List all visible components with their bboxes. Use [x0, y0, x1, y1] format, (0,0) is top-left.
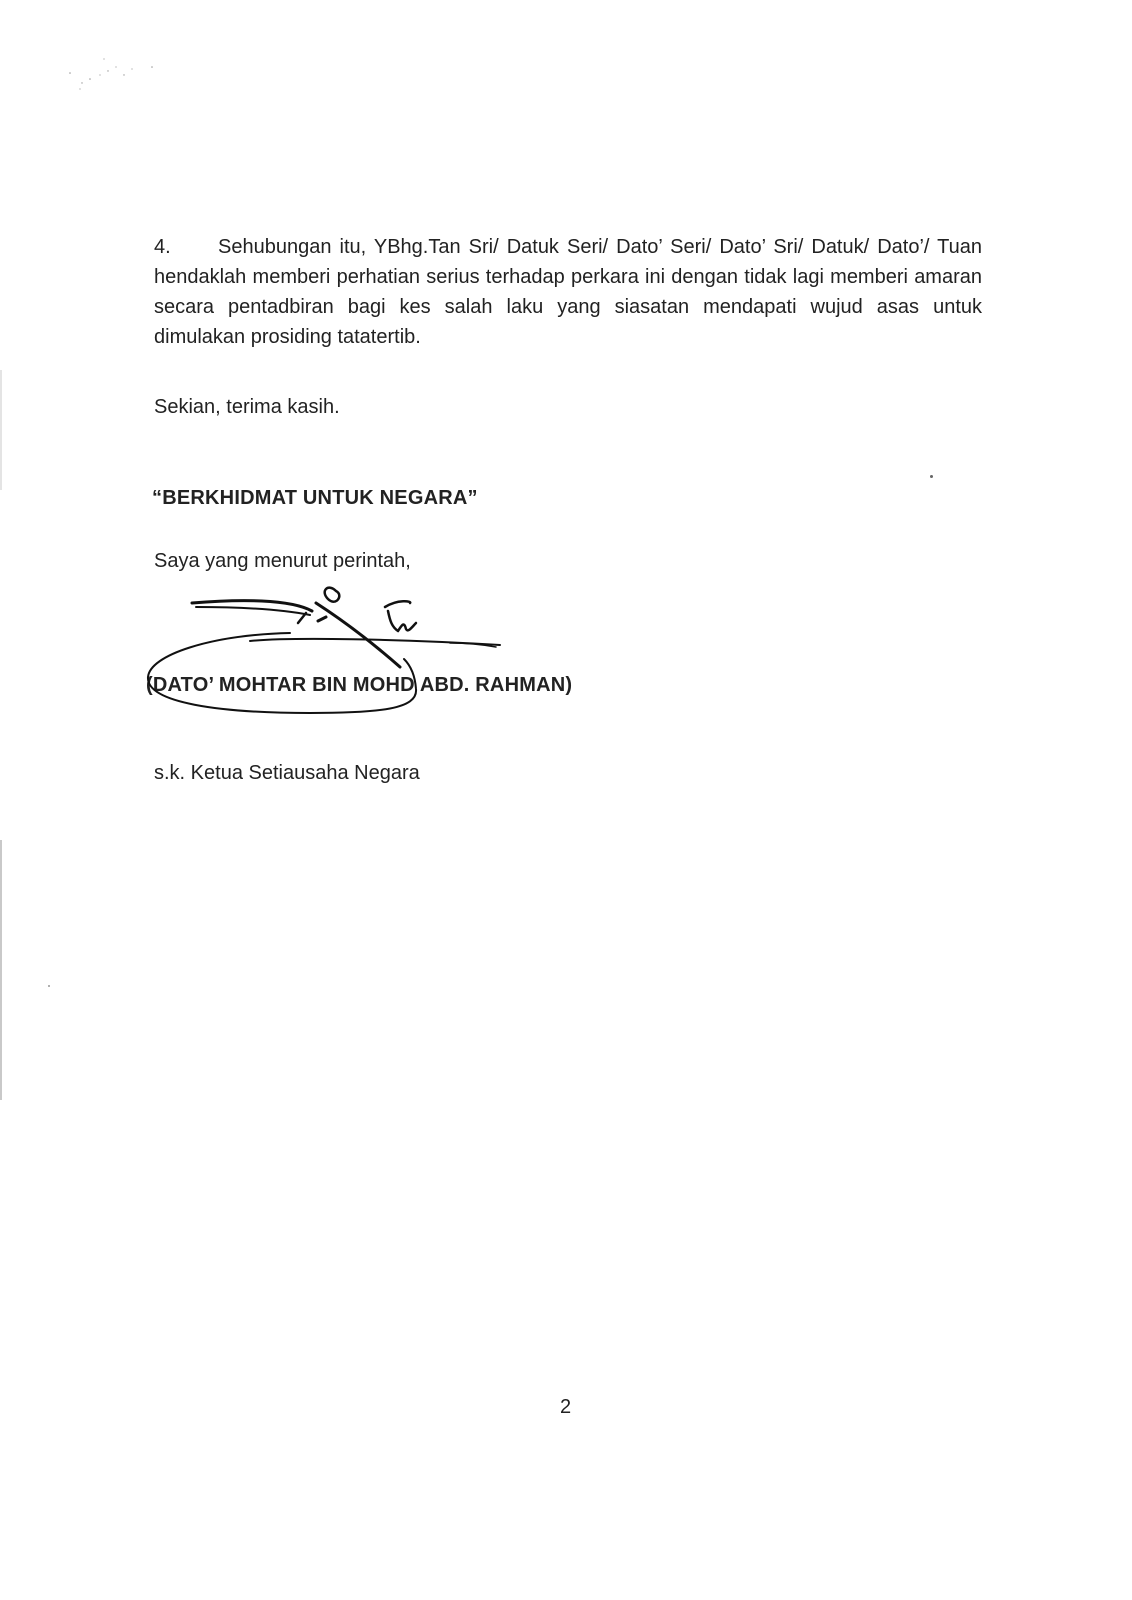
scan-edge-mark [0, 840, 2, 1100]
order-line: Saya yang menurut perintah, [154, 550, 411, 572]
scan-edge-mark [0, 370, 2, 490]
signatory-name: (DATO’ MOHTAR BIN MOHD ABD. RAHMAN) [146, 674, 573, 696]
scan-specks [60, 55, 170, 105]
closing-line: Sekian, terima kasih. [154, 396, 340, 418]
scan-dot [48, 985, 50, 987]
scan-dot [930, 475, 933, 478]
page-number: 2 [560, 1396, 572, 1418]
cc-line: s.k. Ketua Setiausaha Negara [154, 762, 420, 784]
paragraph-4 [154, 232, 982, 352]
paragraph-text: Sehubungan itu, YBhg.Tan Sri/ Datuk Seri/ Dato’ Seri/ Dato’ Sri/ Datuk/ Dato’/ Tuan hendaklah memberi perhatian serius terhadap perkara ini dengan tidak lagi memberi amaran secara pentadbiran bagi kes salah laku yang siasatan mendapati wujud asas untuk dimulakan prosiding tatatertib. [154, 236, 982, 348]
paragraph-number: 4. [154, 236, 171, 258]
motto: “BERKHIDMAT UNTUK NEGARA” [152, 487, 478, 509]
handwritten-signature [140, 585, 520, 735]
